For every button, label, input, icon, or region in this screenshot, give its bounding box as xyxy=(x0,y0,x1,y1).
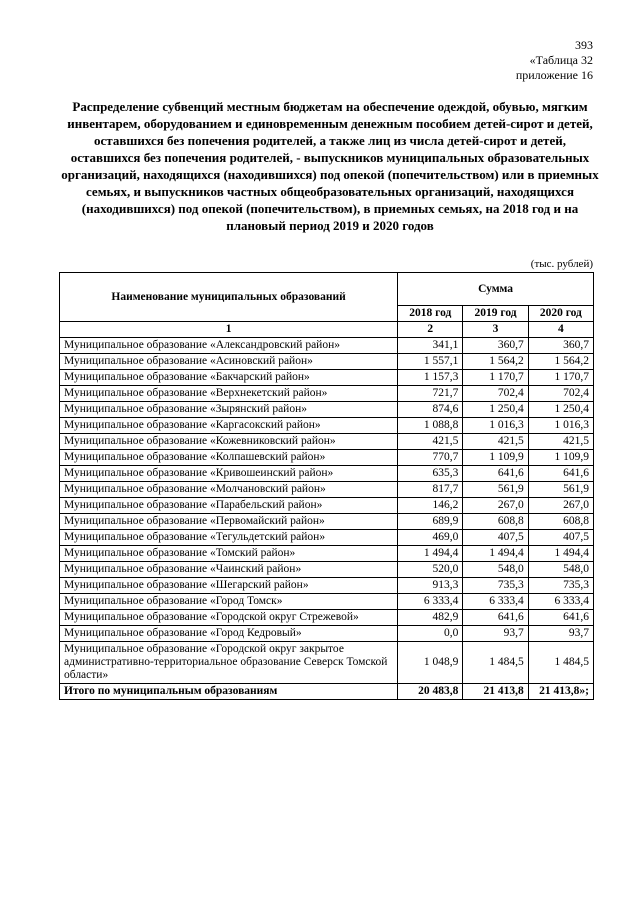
municipality-name: Муниципальное образование «Город Кедровый» xyxy=(60,626,398,642)
table-row xyxy=(60,386,594,402)
value-2018: 1 157,3 xyxy=(398,370,463,386)
table-row xyxy=(60,434,594,450)
value-2020: 1 484,5 xyxy=(528,642,593,684)
table-row xyxy=(60,370,594,386)
municipality-name: Муниципальное образование «Молчановский район» xyxy=(60,482,398,498)
value-2019: 6 333,4 xyxy=(463,594,528,610)
value-2019: 360,7 xyxy=(463,338,528,354)
municipality-name: Муниципальное образование «Верхнекетский район» xyxy=(60,386,398,402)
value-2020: 608,8 xyxy=(528,514,593,530)
value-2020: 421,5 xyxy=(528,434,593,450)
value-2020: 1 170,7 xyxy=(528,370,593,386)
municipality-name: Муниципальное образование «Каргасокский район» xyxy=(60,418,398,434)
value-2019: 1 016,3 xyxy=(463,418,528,434)
total-2019: 21 413,8 xyxy=(463,684,528,700)
value-2019: 1 250,4 xyxy=(463,402,528,418)
table-row xyxy=(60,418,594,434)
appendix-reference: приложение 16 xyxy=(515,68,593,82)
value-2018: 1 088,8 xyxy=(398,418,463,434)
column-index: 1 xyxy=(60,322,398,338)
value-2018: 1 494,4 xyxy=(398,546,463,562)
value-2020: 1 494,4 xyxy=(528,546,593,562)
municipality-name: Муниципальное образование «Кожевниковский район» xyxy=(60,434,398,450)
municipality-name: Муниципальное образование «Шегарский район» xyxy=(60,578,398,594)
municipality-name: Муниципальное образование «Городской округ Стрежевой» xyxy=(60,610,398,626)
value-2020: 1 250,4 xyxy=(528,402,593,418)
table-row xyxy=(60,594,594,610)
value-2020: 1 109,9 xyxy=(528,450,593,466)
column-header-name: Наименование муниципальных образований xyxy=(60,273,398,322)
table-row xyxy=(60,626,594,642)
value-2019: 548,0 xyxy=(463,562,528,578)
value-2019: 641,6 xyxy=(463,466,528,482)
value-2018: 1 048,9 xyxy=(398,642,463,684)
value-2019: 407,5 xyxy=(463,530,528,546)
column-index: 3 xyxy=(463,322,528,338)
value-2020: 561,9 xyxy=(528,482,593,498)
value-2020: 735,3 xyxy=(528,578,593,594)
value-2020: 360,7 xyxy=(528,338,593,354)
municipality-name: Муниципальное образование «Кривошеинский район» xyxy=(60,466,398,482)
value-2020: 641,6 xyxy=(528,610,593,626)
value-2019: 1 564,2 xyxy=(463,354,528,370)
value-2018: 520,0 xyxy=(398,562,463,578)
total-2018: 20 483,8 xyxy=(398,684,463,700)
value-2018: 1 557,1 xyxy=(398,354,463,370)
table-row xyxy=(60,466,594,482)
table-row xyxy=(60,482,594,498)
value-2018: 770,7 xyxy=(398,450,463,466)
value-2020: 1 016,3 xyxy=(528,418,593,434)
municipality-name: Муниципальное образование «Первомайский район» xyxy=(60,514,398,530)
total-2020: 21 413,8»; xyxy=(528,684,593,700)
table-row xyxy=(60,530,594,546)
value-2020: 1 564,2 xyxy=(528,354,593,370)
municipality-name: Муниципальное образование «Асиновский район» xyxy=(60,354,398,370)
table-row xyxy=(60,642,594,684)
municipality-name: Муниципальное образование «Парабельский район» xyxy=(60,498,398,514)
column-header-year: 2018 год xyxy=(398,306,463,322)
municipality-name: Муниципальное образование «Городской округ закрытое административно-территориальное образование Северск Томской области» xyxy=(60,642,398,684)
value-2020: 407,5 xyxy=(528,530,593,546)
value-2018: 341,1 xyxy=(398,338,463,354)
municipality-name: Муниципальное образование «Город Томск» xyxy=(60,594,398,610)
value-2018: 6 333,4 xyxy=(398,594,463,610)
value-2020: 93,7 xyxy=(528,626,593,642)
page-number: 393 xyxy=(575,38,593,52)
total-label: Итого по муниципальным образованиям xyxy=(60,684,398,700)
table-row xyxy=(60,514,594,530)
table-row xyxy=(60,450,594,466)
value-2020: 702,4 xyxy=(528,386,593,402)
value-2019: 1 170,7 xyxy=(463,370,528,386)
value-2018: 146,2 xyxy=(398,498,463,514)
municipality-name: Муниципальное образование «Колпашевский район» xyxy=(60,450,398,466)
value-2018: 913,3 xyxy=(398,578,463,594)
value-2019: 1 109,9 xyxy=(463,450,528,466)
value-2019: 93,7 xyxy=(463,626,528,642)
column-header-year: 2019 год xyxy=(463,306,528,322)
table-row xyxy=(60,338,594,354)
value-2019: 421,5 xyxy=(463,434,528,450)
value-2018: 635,3 xyxy=(398,466,463,482)
value-2020: 6 333,4 xyxy=(528,594,593,610)
table-row xyxy=(60,354,594,370)
value-2018: 469,0 xyxy=(398,530,463,546)
column-header-sum: Сумма xyxy=(398,273,594,306)
value-2018: 721,7 xyxy=(398,386,463,402)
value-2018: 482,9 xyxy=(398,610,463,626)
subsidy-table xyxy=(59,272,594,700)
value-2020: 641,6 xyxy=(528,466,593,482)
municipality-name: Муниципальное образование «Зырянский район» xyxy=(60,402,398,418)
value-2018: 421,5 xyxy=(398,434,463,450)
value-2018: 874,6 xyxy=(398,402,463,418)
value-2019: 735,3 xyxy=(463,578,528,594)
total-row xyxy=(60,684,594,700)
table-row xyxy=(60,402,594,418)
column-index: 4 xyxy=(528,322,593,338)
value-2019: 608,8 xyxy=(463,514,528,530)
value-2020: 267,0 xyxy=(528,498,593,514)
table-row xyxy=(60,610,594,626)
value-2019: 267,0 xyxy=(463,498,528,514)
municipality-name: Муниципальное образование «Бакчарский район» xyxy=(60,370,398,386)
table-body xyxy=(60,338,594,700)
table-row xyxy=(60,498,594,514)
column-index: 2 xyxy=(398,322,463,338)
value-2019: 1 494,4 xyxy=(463,546,528,562)
municipality-name: Муниципальное образование «Александровский район» xyxy=(60,338,398,354)
value-2018: 689,9 xyxy=(398,514,463,530)
municipality-name: Муниципальное образование «Томский район» xyxy=(60,546,398,562)
value-2018: 0,0 xyxy=(398,626,463,642)
value-2019: 641,6 xyxy=(463,610,528,626)
value-2018: 817,7 xyxy=(398,482,463,498)
table-reference: «Таблица 32 xyxy=(529,53,593,67)
table-row xyxy=(60,546,594,562)
value-2019: 1 484,5 xyxy=(463,642,528,684)
value-2019: 702,4 xyxy=(463,386,528,402)
table-row xyxy=(60,578,594,594)
table-row xyxy=(60,562,594,578)
units-label: (тыс. рублей) xyxy=(530,258,593,270)
value-2020: 548,0 xyxy=(528,562,593,578)
document-title: Распределение субвенций местным бюджетам на обеспечение одеждой, обувью, мягким инвентарем, оборудованием и единовременным денежным пособием детей-сирот и детей, оставшихся без попечения родителей, а также лиц из числа детей-сирот и детей, оставшихся без попечения родителей, - выпускников муниципальных образовательных организаций, находящихся (находившихся) под опекой (попечительством) или в приемных семьях, и выпускников частных общеобразовательных организаций, находящихся (находившихся) под опекой (попечительством), в приемных семьях, на 2018 год и на плановый период 2019 и 2020 годов xyxy=(61,99,599,233)
column-header-year: 2020 год xyxy=(528,306,593,322)
municipality-name: Муниципальное образование «Чаинский район» xyxy=(60,562,398,578)
value-2019: 561,9 xyxy=(463,482,528,498)
municipality-name: Муниципальное образование «Тегульдетский район» xyxy=(60,530,398,546)
